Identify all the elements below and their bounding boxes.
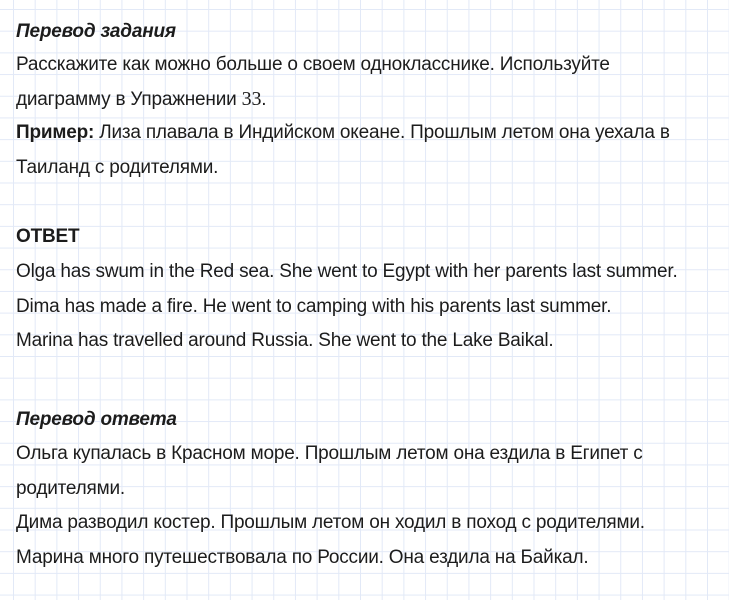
example-line-1 <box>16 115 723 150</box>
answer-translation-line-2: родителями. <box>16 478 125 499</box>
task-translation-body-line-2-text: диаграмму в Упражнении <box>16 89 242 110</box>
answer-line-2: Dima has made a fire. He went to camping with his parents last summer. <box>16 296 612 317</box>
task-translation-body-line-1: Расскажите как можно больше о своем однокласснике. Используйте <box>16 54 610 75</box>
example-line-2: Таиланд с родителями. <box>16 157 219 178</box>
example-label: Пример: <box>16 122 95 143</box>
task-translation-heading: Перевод задания <box>16 21 176 42</box>
answer-translation-line-1: Ольга купалась в Красном море. Прошлым летом она ездила в Египет с <box>16 443 643 464</box>
answer-translation-heading: Перевод ответа <box>16 409 177 430</box>
answer-line-3: Marina has travelled around Russia. She went to the Lake Baikal. <box>16 330 554 351</box>
answer-line-1: Olga has swum in the Red sea. She went to Egypt with her parents last summer. <box>16 261 678 282</box>
answer-translation-line-3: Дима разводил костер. Прошлым летом он ходил в поход с родителями. <box>16 512 645 533</box>
exercise-number: 33 <box>241 88 262 110</box>
answer-heading: ОТВЕТ <box>16 226 80 247</box>
task-translation-body-line-2 <box>16 82 723 117</box>
answer-translation-line-4: Марина много путешествовала по России. Она ездила на Байкал. <box>16 547 589 568</box>
task-translation-body-line-2-period: . <box>261 89 267 110</box>
example-line-1-text: Лиза плавала в Индийском океане. Прошлым летом она уехала в <box>94 122 670 143</box>
